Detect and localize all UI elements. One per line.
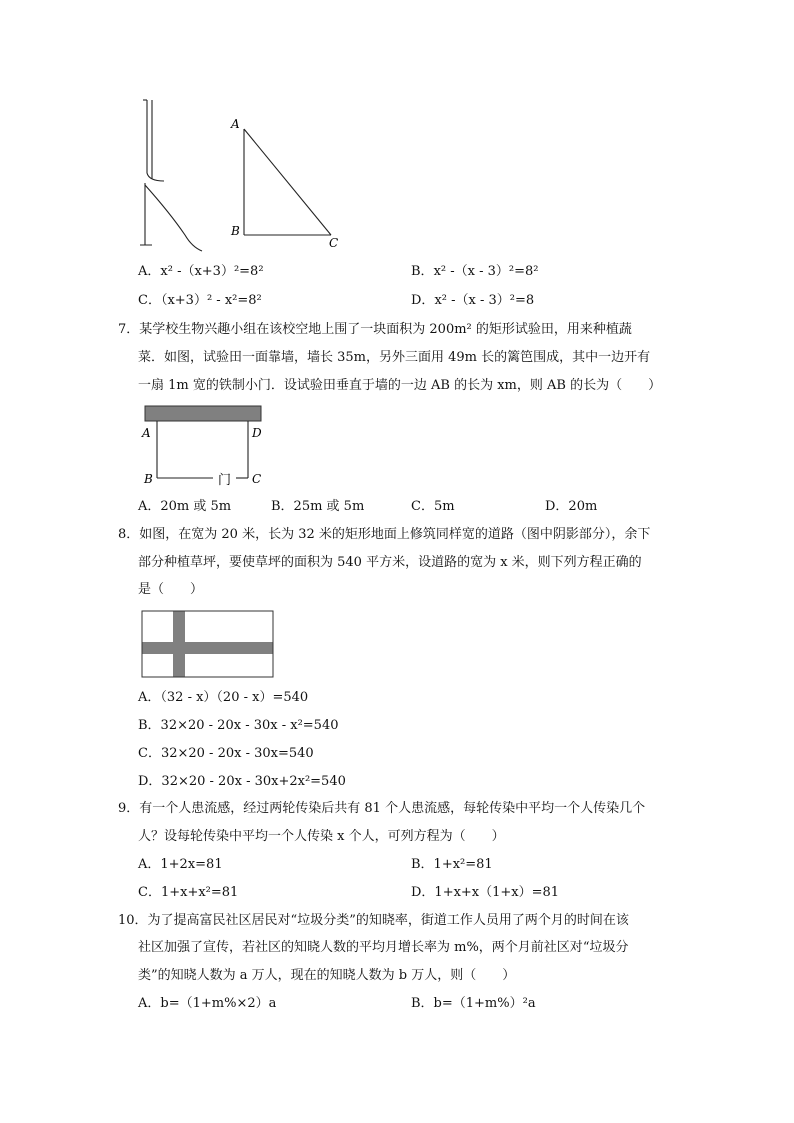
q9-option-b: B．1+x²=81 (411, 857, 493, 872)
q7-text-line1: 7．某学校生物兴趣小组在该校空地上围了一块面积为 200m² 的矩形试验田，用来种植蔬 (118, 322, 632, 337)
q6-option-d: D．x² -（x - 3）²=8 (411, 293, 535, 308)
q9-text-line2: 人？设每轮传染中平均一个人传染 x 个人，可列方程为（ ） (138, 829, 505, 844)
q8-option-c: C．32×20 - 20x - 30x=540 (138, 746, 314, 761)
label-a: A (142, 426, 151, 440)
label-b: B (231, 224, 240, 238)
q9-option-a: A．1+2x=81 (138, 857, 223, 872)
label-c: C (329, 236, 339, 250)
q7-text-line2: 菜．如图，试验田一面靠墙，墙长 35m，另外三面用 49m 长的篱笆围成，其中一边开有 (138, 350, 651, 365)
q10-option-a: A．b=（1+m%×2）a (138, 996, 277, 1011)
q8-option-d: D．32×20 - 20x - 30x+2x²=540 (138, 774, 346, 789)
label-a: A (231, 117, 240, 131)
q8-text-line3: 是（ ） (138, 582, 204, 597)
ladder-triangle-figure (130, 95, 360, 260)
q8-option-a: A．（32 - x）（20 - x）=540 (138, 690, 309, 705)
label-d: D (252, 426, 262, 440)
q10-text-line2: 社区加强了宣传，若社区的知晓人数的平均月增长率为 m%，两个月前社区对“垃圾分 (138, 940, 629, 955)
q10-option-b: B．b=（1+m%）²a (411, 996, 536, 1011)
ladder-lower-part (140, 183, 152, 245)
triangle-side-ac (244, 129, 331, 235)
q7-option-d: D．20m (545, 499, 598, 514)
garden-figure (138, 402, 278, 492)
gate-label: 门 (218, 473, 232, 488)
label-b: B (144, 472, 153, 486)
ladder-slide-curve (145, 185, 202, 251)
wall-shape (145, 406, 261, 421)
q9-option-c: C．1+x+x²=81 (138, 885, 239, 900)
q7-option-a: A．20m 或 5m (138, 499, 232, 514)
q8-option-b: B．32×20 - 20x - 30x - x²=540 (138, 718, 339, 733)
road-figure (141, 610, 276, 680)
label-c: C (252, 472, 262, 486)
q6-option-c: C．（x+3）² - x²=8² (138, 293, 262, 308)
q7-text-line3: 一扇 1m 宽的铁制小门．设试验田垂直于墙的一边 AB 的长为 xm，则 AB 的长为（ ） (138, 378, 662, 393)
q9-option-d: D．1+x+x（1+x）=81 (411, 885, 560, 900)
q10-text-line3: 类”的知晓人数为 a 万人，现在的知晓人数为 b 万人，则（ ） (138, 968, 516, 983)
q7-option-c: C．5m (411, 499, 455, 514)
q10-text-line1: 10．为了提高富民社区居民对“垃圾分类”的知晓率，街道工作人员用了两个月的时间在该 (118, 913, 629, 928)
q9-text-line1: 9．有一个人患流感，经过两轮传染后共有 81 个人患流感，每轮传染中平均一个人传染几个 (118, 801, 646, 816)
q6-option-a: A．x² -（x+3）²=8² (138, 264, 264, 279)
ladder-upper-part (147, 100, 164, 181)
q7-option-b: B．25m 或 5m (271, 499, 365, 514)
q6-option-b: B．x² -（x - 3）²=8² (411, 264, 539, 279)
q8-text-line2: 部分种植草坪，要使草坪的面积为 540 平方米，设道路的宽为 x 米，则下列方程正确的 (138, 555, 642, 570)
horizontal-road (142, 642, 273, 654)
q8-text-line1: 8．如图，在宽为 20 米，长为 32 米的矩形地面上修筑同样宽的道路（图中阴影部分），余下 (118, 527, 651, 542)
